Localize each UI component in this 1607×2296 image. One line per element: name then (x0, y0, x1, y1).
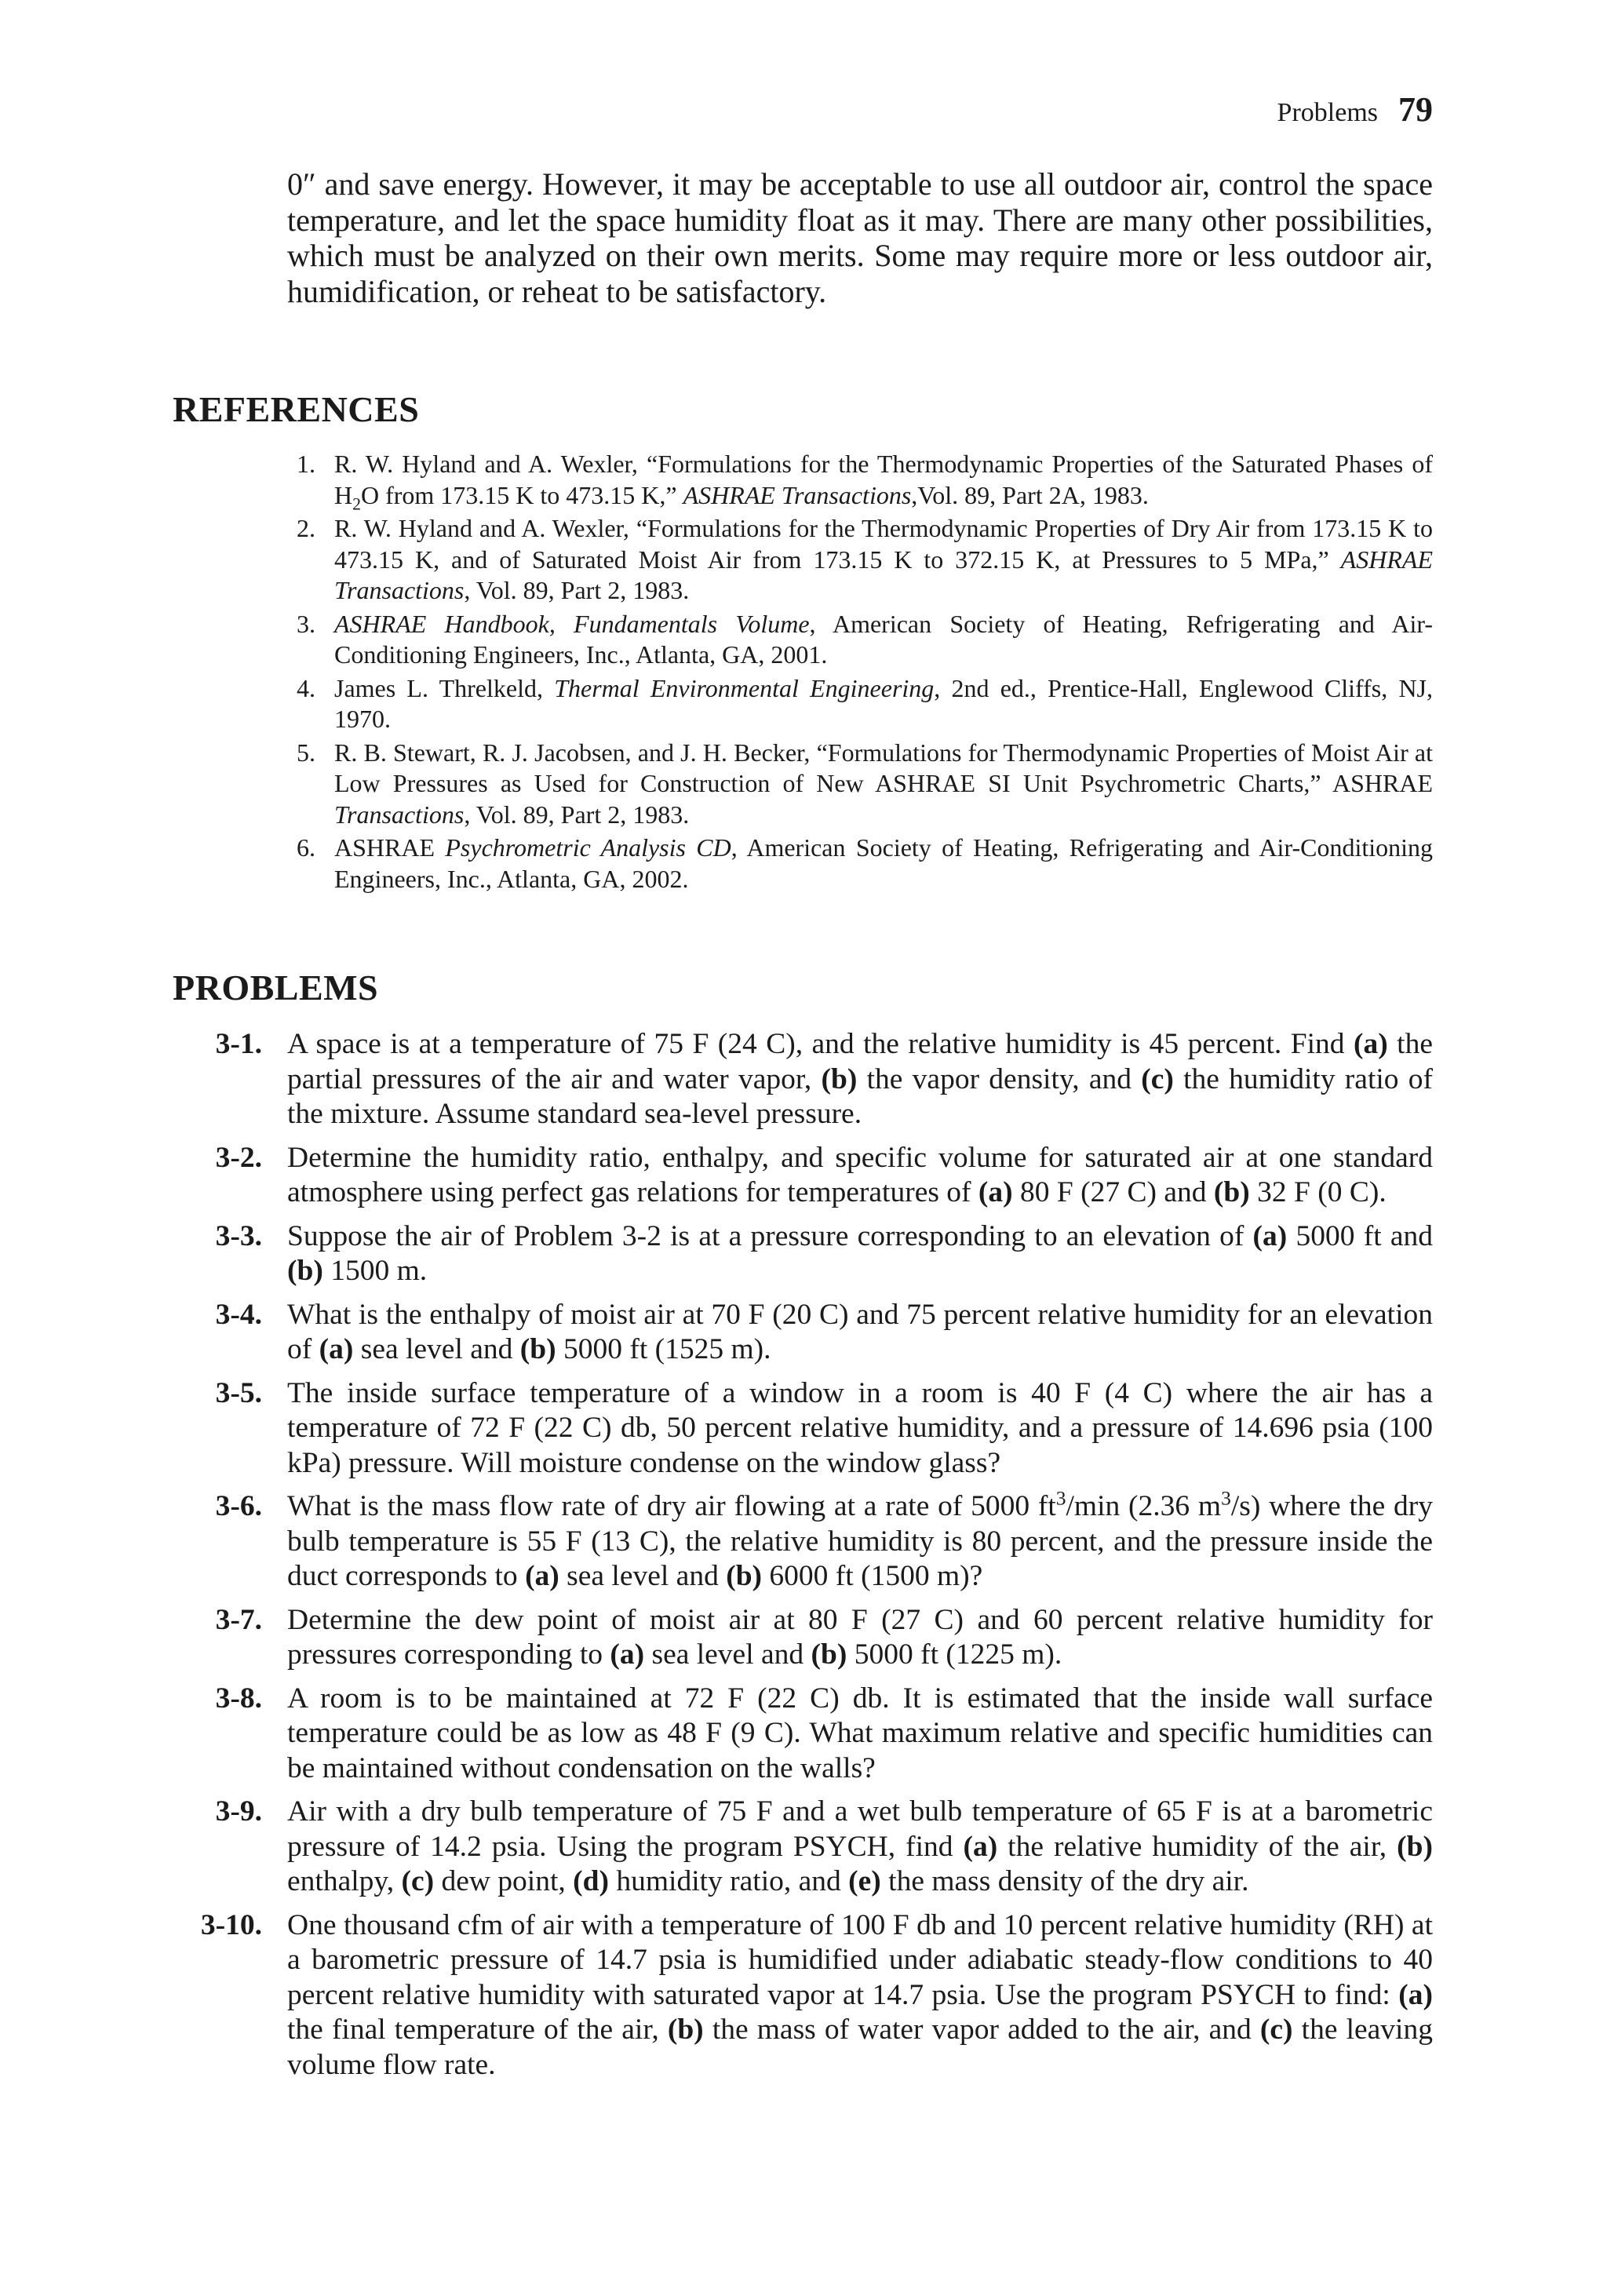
text-run: What is the mass flow rate of dry air flowing at a rate of 5000 ft (287, 1490, 1056, 1522)
problem-text (287, 1795, 1433, 1900)
running-head (1277, 89, 1433, 129)
part-label: (c) (401, 1865, 435, 1897)
text-run: Determine the humidity ratio, enthalpy, and specific volume for saturated air at one standard atmosphere using perfect gas relations for temperatures of (287, 1141, 1433, 1208)
problem-text (287, 1486, 1433, 1594)
problem-text (287, 1603, 1433, 1673)
problem-item (173, 1795, 1433, 1900)
part-label: (c) (1141, 1062, 1174, 1095)
part-label: (b) (287, 1255, 323, 1287)
subscript: 2 (352, 494, 361, 513)
problem-number: 3-2. (215, 1141, 262, 1174)
problem-text (287, 1376, 1433, 1481)
problem-item (173, 1486, 1433, 1594)
reference-item (297, 673, 1433, 735)
reference-number: 4. (297, 673, 315, 702)
problem-text (287, 1298, 1433, 1368)
problem-item (173, 1682, 1433, 1787)
part-label: (a) (525, 1560, 559, 1592)
part-label: (d) (573, 1865, 609, 1897)
text-run: the mass of water vapor added to the air, and (703, 2014, 1260, 2046)
text-run: ,Vol. 89, Part 2A, 1983. (911, 480, 1149, 509)
part-label: (b) (726, 1560, 763, 1592)
part-label: (b) (1213, 1176, 1250, 1208)
part-label: (e) (848, 1865, 881, 1897)
problem-item (173, 1027, 1433, 1132)
problem-number: 3-4. (215, 1298, 262, 1331)
problem-number: 3-9. (215, 1795, 262, 1828)
part-label: (c) (1259, 2014, 1293, 2046)
reference-number: 6. (297, 833, 315, 862)
problem-item (173, 1219, 1433, 1289)
part-label: (b) (811, 1638, 847, 1671)
text-run: What is the enthalpy of moist air at 70 F (20 C) and 75 percent relative humidity for an elevation of (287, 1298, 1433, 1365)
text-run: the partial pressures of the air and water vapor, (287, 1028, 1433, 1095)
problem-item (173, 1298, 1433, 1368)
reference-item (297, 738, 1433, 831)
text-run: 1500 m. (322, 1255, 428, 1287)
superscript: 3 (1221, 1486, 1231, 1510)
references-list (297, 449, 1433, 897)
problem-number: 3-8. (215, 1682, 262, 1715)
text-run: ASHRAE Handbook, Fundamentals Volume (334, 609, 810, 638)
reference-text (334, 738, 1433, 831)
problem-number: 3-5. (215, 1376, 262, 1409)
text-run: A room is to be maintained at 72 F (22 C) db. It is estimated that the inside wall surface temperature could be as low as 48 F (9 C). What maximum relative and specific humidities can be maintained without condensation on the walls? (287, 1682, 1433, 1784)
text-run: 6000 ft (1500 m)? (762, 1560, 983, 1592)
text-run: sea level and (353, 1333, 520, 1365)
text-run: A space is at a temperature of 75 F (24 C), and the relative humidity is 45 percent. Find (287, 1028, 1354, 1060)
text-run: The inside surface temperature of a window in a room is 40 F (4 C) where the air has a temperature of 72 F (22 C) db, 50 percent relative humidity, and a pressure of 14.696 psia (100 kPa) pressure. Will moisture condense on the window glass? (287, 1376, 1433, 1479)
text-run: /s) where the dry bulb temperature is 55 F (13 C), the relative humidity is 80 percent, and the pressure inside the duct corresponds to (287, 1490, 1433, 1592)
part-label: (a) (610, 1638, 645, 1671)
references-heading: REFERENCES (173, 389, 420, 429)
text-run: Thermal Environmental Engineering (554, 673, 935, 702)
problems-heading: PROBLEMS (173, 968, 379, 1008)
reference-text (334, 513, 1433, 607)
text-run: the vapor density, and (857, 1062, 1142, 1095)
text-run: ASHRAE (334, 833, 446, 862)
text-run: , American Society of Heating, Refrigerating and Air-Conditioning Engineers, Inc., Atlanta, GA, 2002. (334, 833, 1434, 893)
text-run: , 2nd ed., Prentice-Hall, Englewood Cliffs, NJ, 1970. (334, 673, 1434, 733)
superscript: 3 (1055, 1486, 1066, 1510)
text-run: ASHRAE Transactions (683, 480, 912, 509)
problem-text (287, 1219, 1433, 1289)
text-run: /min (2.36 m (1066, 1490, 1222, 1522)
reference-text (334, 833, 1433, 895)
reference-text (334, 449, 1433, 511)
text-run: the mass density of the dry air. (880, 1865, 1249, 1897)
text-run: , American Society of Heating, Refrigerating and Air-Conditioning Engineers, Inc., Atlanta, GA, 2001. (334, 609, 1434, 669)
reference-number: 3. (297, 609, 315, 638)
page-number: 79 (1398, 90, 1433, 129)
text-run: 80 F (27 C) and (1012, 1176, 1214, 1208)
running-head-section: Problems (1277, 98, 1378, 127)
reference-number: 5. (297, 738, 315, 767)
text-run: ASHRAE Transactions (334, 545, 1433, 604)
reference-number: 2. (297, 514, 315, 542)
text-run: the humidity ratio of the mixture. Assume standard sea-level pressure. (287, 1062, 1434, 1130)
reference-text (334, 673, 1433, 735)
text-run: sea level and (559, 1560, 727, 1592)
text-run: 5000 ft (1225 m). (847, 1638, 1062, 1671)
problem-text (287, 1908, 1433, 2083)
text-run: enthalpy, (287, 1865, 402, 1897)
problem-number: 3-10. (200, 1908, 262, 1941)
problem-item (173, 1141, 1433, 1211)
reference-item (297, 449, 1433, 511)
problem-text (287, 1682, 1433, 1787)
text-run: James L. Threlkeld, (334, 673, 555, 702)
reference-item (297, 609, 1433, 671)
text-run: , Vol. 89, Part 2, 1983. (464, 800, 690, 829)
reference-text (334, 609, 1433, 671)
problem-text (287, 1141, 1433, 1211)
text-run: the final temperature of the air, (287, 2014, 668, 2046)
text-run: Transactions (334, 800, 465, 829)
problem-item (173, 1603, 1433, 1673)
part-label: (a) (1353, 1028, 1388, 1060)
part-label: (a) (319, 1333, 354, 1365)
problem-item (173, 1376, 1433, 1481)
text-run: Air with a dry bulb temperature of 75 F and a wet bulb temperature of 65 F is at a barometric pressure of 14.2 psia. Using the program PSYCH, find (287, 1795, 1433, 1863)
reference-item (297, 513, 1433, 607)
text-run: 5000 ft (1525 m). (556, 1333, 771, 1365)
text-run: 5000 ft and (1287, 1219, 1433, 1252)
text-run: One thousand cfm of air with a temperature of 100 F db and 10 percent relative humidity (RH) at a barometric pressure of 14.7 psia is humidified under adiabatic steady-flow conditions to 40 percent relative humidity with saturated vapor at 14.7 psia. Use the program PSYCH to find: (287, 1908, 1433, 2011)
intro-paragraph: 0″ and save energy. However, it may be acceptable to use all outdoor air, control the space temperature, and let the space humidity float as it may. There are many other possibilities, which must be analyzed on their own merits. Some may require more or less outdoor air, humidification, or reheat to be satisfactory. (287, 166, 1433, 309)
problem-text (287, 1027, 1433, 1132)
part-label: (b) (821, 1062, 858, 1095)
problem-number: 3-1. (215, 1028, 262, 1060)
problem-number: 3-6. (215, 1490, 262, 1522)
problems-list (173, 1027, 1433, 2091)
problem-number: 3-7. (215, 1603, 262, 1636)
text-run: , Vol. 89, Part 2, 1983. (464, 576, 690, 604)
reference-item (297, 833, 1433, 895)
text-run: Suppose the air of Problem 3-2 is at a pressure corresponding to an elevation of (287, 1219, 1253, 1252)
text-run: humidity ratio, and (609, 1865, 849, 1897)
part-label: (b) (667, 2014, 704, 2046)
part-label: (a) (1398, 1978, 1433, 2011)
text-run: Psychrometric Analysis CD (445, 833, 731, 862)
text-run: R. B. Stewart, R. J. Jacobsen, and J. H. Becker, “Formulations for Thermodynamic Properties of Moist Air at Low Pressures as Used for Construction of New ASHRAE SI Unit Psychrometric Charts,” ASHRAE (334, 738, 1433, 797)
problem-item (173, 1908, 1433, 2083)
text-run: sea level and (644, 1638, 811, 1671)
text-run: 32 F (0 C). (1249, 1176, 1387, 1208)
text-run: the relative humidity of the air, (997, 1830, 1397, 1863)
part-label: (a) (1252, 1219, 1288, 1252)
text-run: the leaving volume flow rate. (287, 2014, 1433, 2081)
text-run: Determine the dew point of moist air at 80 F (27 C) and 60 percent relative humidity for pressures corresponding to (287, 1603, 1433, 1671)
reference-number: 1. (297, 450, 315, 478)
problem-number: 3-3. (215, 1219, 262, 1252)
part-label: (b) (519, 1333, 556, 1365)
text-run: dew point, (434, 1865, 574, 1897)
text-run: R. W. Hyland and A. Wexler, “Formulations for the Thermodynamic Properties of the Saturated Phases of H (334, 450, 1433, 509)
text-run: R. W. Hyland and A. Wexler, “Formulations for the Thermodynamic Properties of Dry Air from 173.15 K to 473.15 K, and of Saturated Moist Air from 173.15 K to 372.15 K, at Pressures to 5 MPa,” (334, 514, 1433, 574)
part-label: (a) (963, 1830, 998, 1863)
part-label: (a) (978, 1176, 1013, 1208)
text-run: O from 173.15 K to 473.15 K,” (360, 480, 683, 509)
part-label: (b) (1397, 1830, 1433, 1863)
